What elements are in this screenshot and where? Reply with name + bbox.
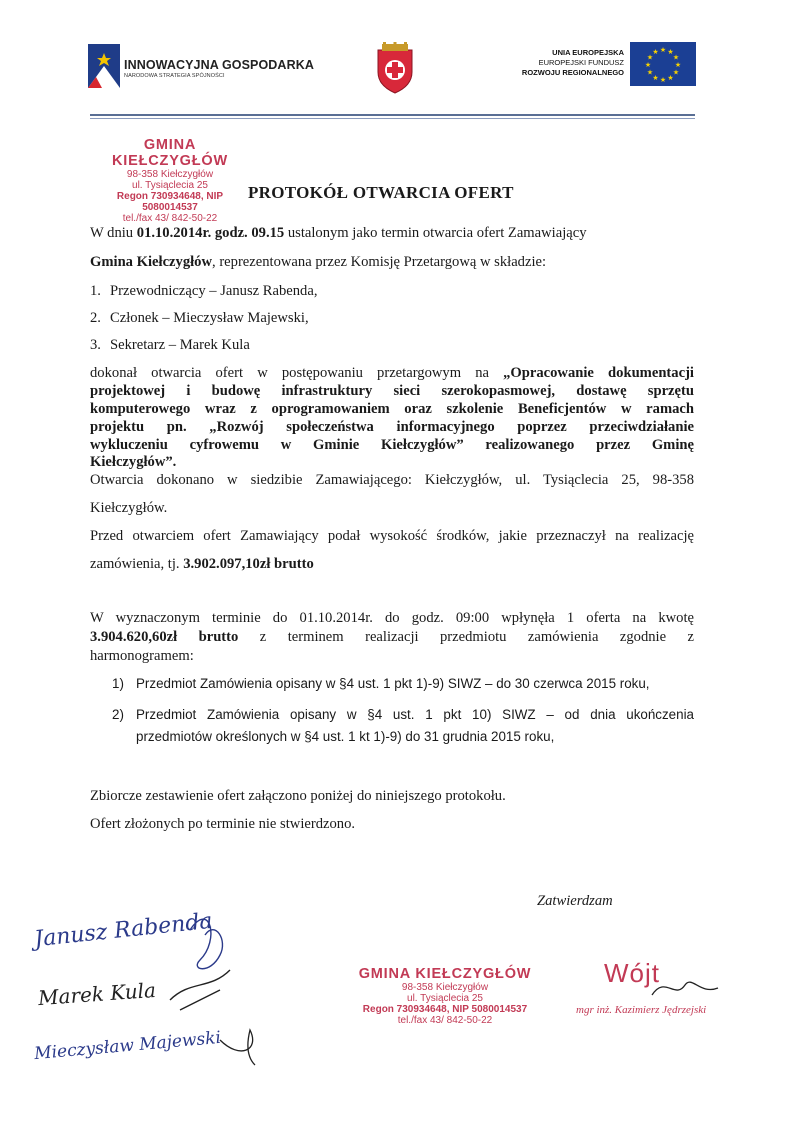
signature-mieczyslaw-majewski: Mieczysław Majewski [33, 1027, 222, 1065]
stamp-line-4: tel./fax 43/ 842-50-22 [397, 1015, 493, 1026]
member-number: 1. [90, 283, 101, 299]
wojt-name: mgr inż. Kazimierz Jędrzejski [576, 1004, 707, 1016]
svg-text:★: ★ [646, 68, 654, 77]
member-text: Sekretarz – Marek Kula [110, 337, 250, 353]
schedule-text-line-1: Przedmiot Zamówienia opisany w §4 ust. 1 pkt 10) SIWZ – od dnia ukończenia [136, 707, 694, 722]
offer-line-1: W wyznaczonym terminie do 01.10.2014r. do godz. 09:00 wpłynęła 1 oferta na kwotę [90, 610, 694, 626]
intro-line-2 [90, 253, 694, 271]
gmina-stamp-bottom [355, 966, 535, 1026]
document-title: PROTOKÓŁ OTWARCIA OFERT [248, 183, 514, 202]
funds-line-1: Przed otwarciem ofert Zamawiający podał wysokość środków, jakie przeznaczył na realizację [90, 528, 694, 544]
procedure-line-2: projektowej i budowę infrastruktury sieci szerokopasmowej, dostawę sprzętu [90, 383, 694, 399]
stamp-line-1: 98-358 Kiełczygłów [126, 169, 214, 180]
svg-text:★: ★ [667, 74, 674, 82]
eu-line-1: UNIA EUROPEJSKA [552, 48, 624, 57]
place-line-2: Kiełczygłów. [90, 500, 168, 516]
gmina-stamp [95, 137, 245, 224]
intro-gmina: Gmina Kiełczygłów [90, 254, 213, 270]
stamp-line-3: Regon 730934648, NIP 5080014537 [116, 191, 224, 213]
schedule-item-1 [112, 675, 694, 693]
stamp-line-2: ul. Tysiąclecia 25 [407, 993, 483, 1004]
intro-text-c: , reprezentowana przez Komisję Przetargową w składzie: [212, 254, 547, 270]
late-offers-line: Ofert złożonych po terminie nie stwierdzono. [90, 816, 356, 832]
svg-text:★: ★ [646, 53, 654, 62]
offer-line-3: harmonogramem: [90, 648, 194, 664]
place-line-1: Otwarcia dokonano w siedzibie Zamawiającego: Kiełczygłów, ul. Tysiąclecia 25, 98-358 [90, 472, 694, 488]
signature-janusz-rabenda: Janusz Rabenda [33, 908, 214, 953]
schedule-number: 2) [112, 707, 124, 722]
member-text: Przewodniczący – Janusz Rabenda, [110, 283, 318, 299]
schedule-text-line-2: przedmiotów określonych w §4 ust. 1 kt 1)-9) do 31 grudnia 2015 roku, [136, 729, 555, 744]
schedule-item-2 [112, 706, 694, 746]
svg-text:★: ★ [644, 61, 652, 69]
signature-scribbles-icon [150, 900, 280, 1070]
schedule-number: 1) [112, 676, 124, 691]
intro-date: 01.10.2014r. godz. 09.15 [136, 225, 285, 241]
procedure-text: dokonał otwarcia ofert w postępowaniu przetargowym na [90, 365, 504, 381]
svg-text:★: ★ [672, 53, 680, 62]
procedure-line-4: projektu pn. „Rozwój społeczeństwa informacyjnego poprzez przeciwdziałanie [90, 419, 694, 435]
schedule-text: Przedmiot Zamówienia opisany w §4 ust. 1 pkt 1)-9) SIWZ – do 30 czerwca 2015 roku, [136, 676, 650, 691]
eu-line-3: ROZWOJU REGIONALNEGO [521, 68, 624, 77]
intro-text-b: ustalonym jako termin otwarcia ofert Zamawiający [284, 225, 587, 241]
offer-line-2 [90, 628, 694, 646]
stamp-line-3: Regon 730934648, NIP 5080014537 [362, 1004, 528, 1015]
eu-text [522, 48, 624, 78]
procedure-title-start: „Opracowanie dokumentacji [503, 365, 694, 381]
offer-text: z terminem realizacji przedmiotu zamówienia zgodnie z [238, 629, 694, 645]
eu-flag-icon [630, 42, 696, 86]
ig-title: INNOWACYJNA GOSPODARKA [124, 58, 314, 72]
stamp-line-4: tel./fax 43/ 842-50-22 [122, 213, 218, 224]
intro-line-1 [90, 224, 694, 242]
innovative-economy-flag-icon [88, 44, 120, 88]
svg-text:★: ★ [652, 48, 659, 56]
funds-text: zamówienia, tj. [90, 556, 184, 572]
kielczyglow-coat-of-arms-icon [374, 42, 416, 94]
procedure-line-3: komputerowego wraz z oprogramowaniem oraz szkolenie Beneficjentów w ramach [90, 401, 694, 417]
funds-line-2 [90, 555, 694, 573]
header-divider-thin [90, 118, 695, 119]
procedure-line-5: wykluczeniu cyfrowemu w Gminie Kiełczygłów” realizowanego przez Gminę [90, 437, 694, 453]
procedure-line-6: Kiełczygłów”. [90, 454, 177, 470]
ig-subtitle: NARODOWA STRATEGIA SPÓJNOŚCI [124, 73, 225, 79]
wojt-stamp-title: Wójt [604, 958, 660, 988]
svg-text:★: ★ [659, 76, 667, 84]
eu-line-2: EUROPEJSKI FUNDUSZ [538, 58, 624, 67]
signature-marek-kula: Marek Kula [37, 977, 157, 1011]
stamp-line-2: ul. Tysiąclecia 25 [132, 180, 208, 191]
funds-amount: 3.902.097,10zł brutto [183, 556, 314, 572]
svg-text:★: ★ [674, 61, 682, 69]
member-number: 3. [90, 337, 101, 353]
member-1 [90, 282, 694, 300]
svg-text:★: ★ [667, 48, 674, 56]
svg-text:★: ★ [652, 74, 659, 82]
svg-text:★: ★ [672, 68, 680, 77]
stamp-line-1: 98-358 Kiełczygłów [401, 982, 489, 993]
header-divider [90, 114, 695, 116]
member-text: Członek – Mieczysław Majewski, [110, 310, 309, 326]
member-2 [90, 309, 694, 327]
offer-amount: 3.904.620,60zł brutto [90, 629, 239, 645]
stamp-name: GMINA KIEŁCZYGŁÓW [358, 966, 532, 982]
intro-text-a: W dniu [90, 225, 137, 241]
approve-label: Zatwierdzam [537, 893, 613, 909]
stamp-name: GMINA KIEŁCZYGŁÓW [112, 137, 228, 169]
member-number: 2. [90, 310, 101, 326]
svg-text:★: ★ [659, 46, 667, 54]
member-3 [90, 336, 694, 354]
procedure-line-1 [90, 364, 694, 382]
summary-line: Zbiorcze zestawienie ofert załączono poniżej do niniejszego protokołu. [90, 788, 506, 804]
